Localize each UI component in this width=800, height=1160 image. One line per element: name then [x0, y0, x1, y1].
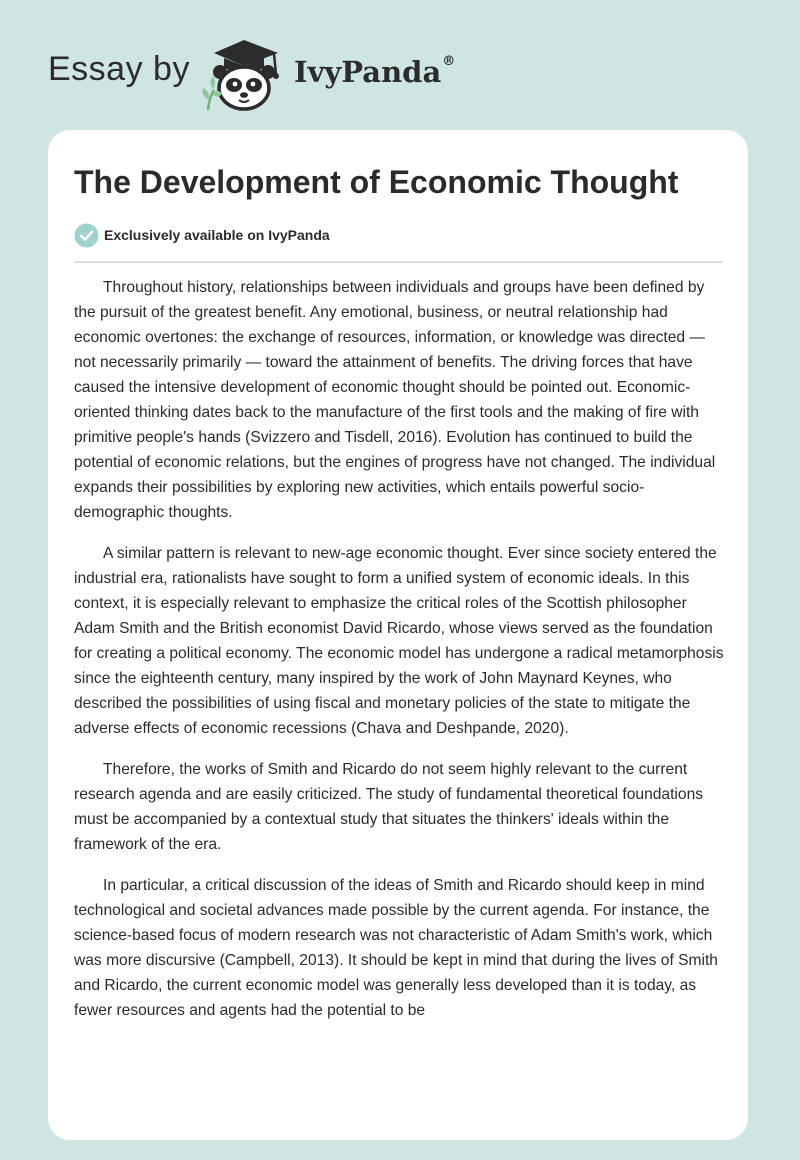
panda-graduate-logo-icon [200, 36, 290, 112]
paragraph: A similar pattern is relevant to new-age economic thought. Ever since society entered the industrial era, rationalists have sought to form a unified system of economic ideals. In this context, it is especially relevant to emphasize the critical roles of the Scottish philosopher Adam Smith and the British economist David Ricardo, whose views served as the foundation for creating a political economy. The economic model has undergone a radical metamorphosis since the eighteenth century, many inspired by the work of John Maynard Keynes, who described the possibilities of using fiscal and monetary policies of the state to mitigate the adverse effects of economic recessions (Chava and Deshpande, 2020). [74, 545, 724, 737]
paragraph: Therefore, the works of Smith and Ricardo do not seem highly relevant to the current research agenda and are easily criticized. The study of fundamental theoretical foundations must be accompanied by a contextual study that situates the thinkers' ideals within the framework of the era. [74, 761, 704, 853]
exclusive-badge-text: Exclusively available on IvyPanda [104, 227, 330, 243]
registered-mark: ® [442, 54, 456, 70]
brand-prefix: Essay by [48, 50, 190, 88]
essay-card [48, 130, 748, 1140]
exclusive-badge [74, 222, 330, 248]
check-circle-icon [74, 223, 99, 248]
title-divider [74, 261, 723, 263]
paragraph: Throughout history, relationships between individuals and groups have been defined by the pursuit of the greatest benefit. Any emotional, business, or neutral relationship had economic overtones: the exchange of resources, information, or knowledge was directed — not necessarily primarily — toward the attainment of benefits. The driving forces that have caused the intensive development of economic thought should be pointed out. Economic-oriented thinking dates back to the manufacture of the first tools and the making of fire with primitive people's hands (Svizzero and Tisdell, 2016). Evolution has continued to build the potential of economic relations, but the engines of progress have not changed. The individual expands their possibilities by exploring new activities, which entails powerful socio-demographic thoughts. [74, 279, 716, 521]
brand-name: IvyPanda® [294, 54, 456, 89]
essay-title: The Development of Economic Thought [74, 164, 679, 200]
paragraph: In particular, a critical discussion of the ideas of Smith and Ricardo should keep in mind technological and societal advances made possible by the current agenda. For instance, the science-based focus of modern research was not characteristic of Adam Smith's work, which was more discursive (Campbell, 2013). It should be kept in mind that during the lives of Smith and Ricardo, the current economic model was generally less developed than it is today, as fewer resources and agents had the potential to be [74, 877, 718, 1019]
essay-body [74, 275, 724, 1039]
site-brand[interactable] [48, 34, 468, 114]
